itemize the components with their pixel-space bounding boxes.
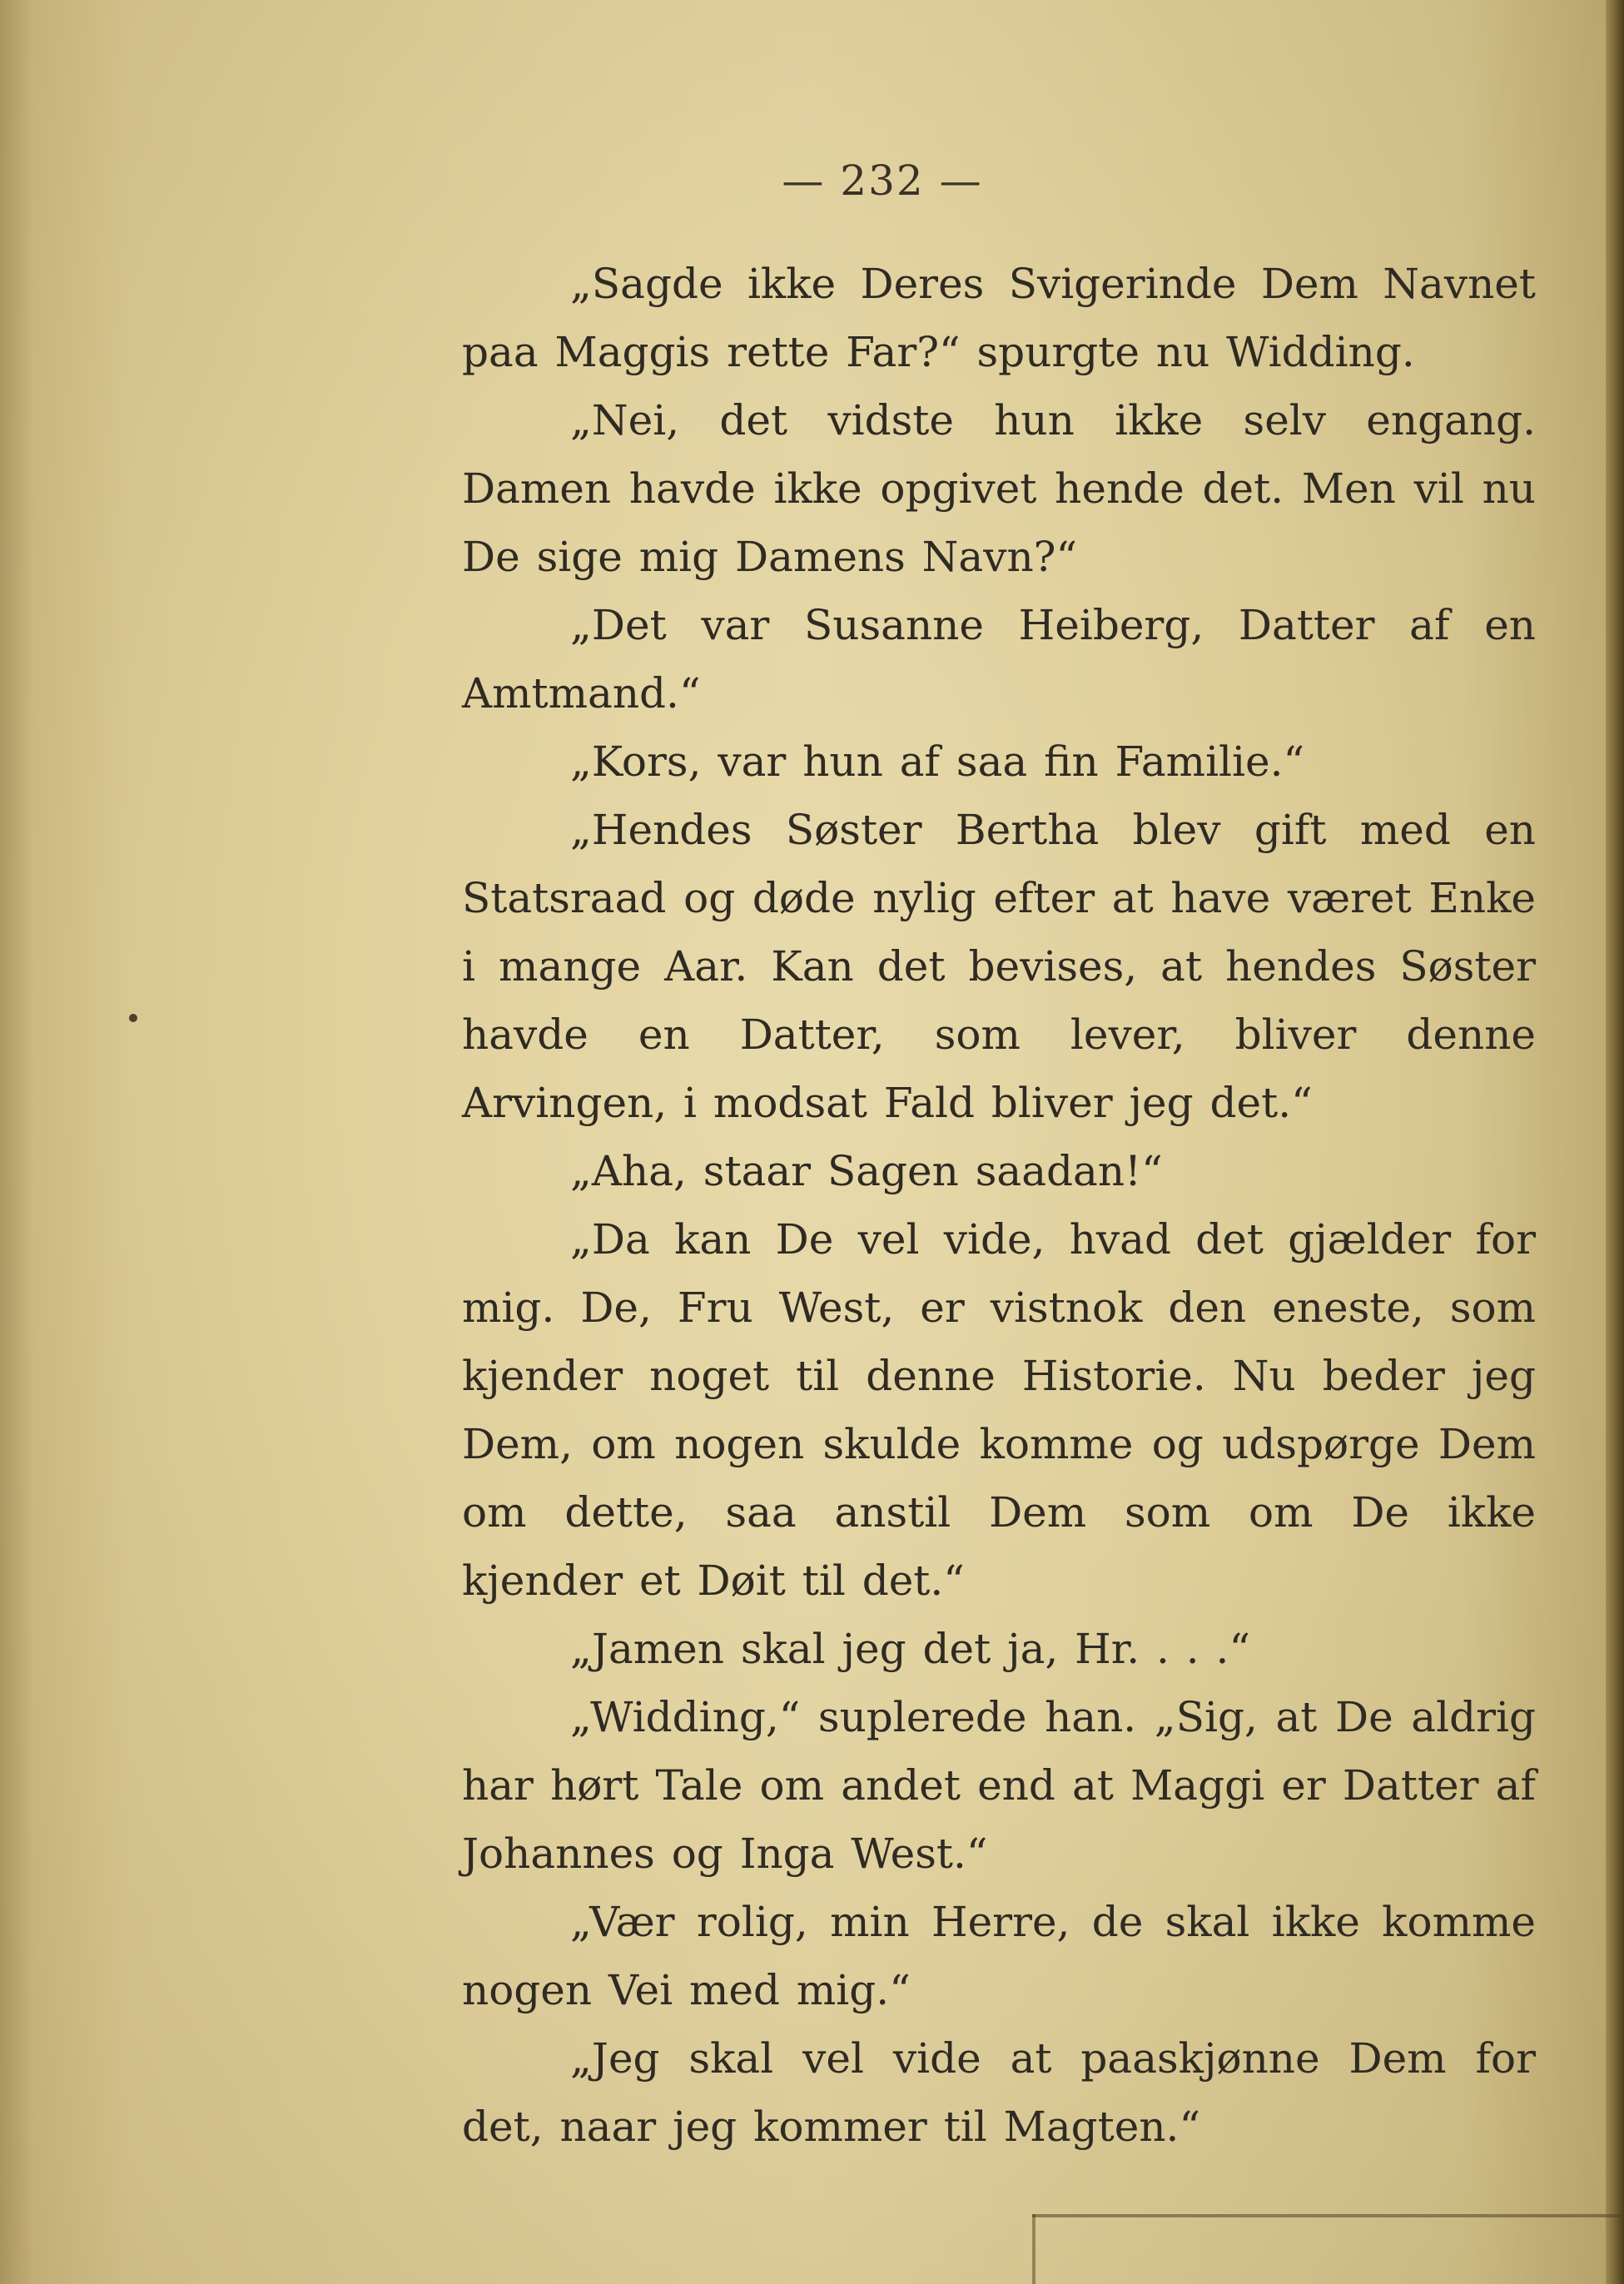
page-right-edge	[1606, 0, 1624, 2284]
paragraph: „Widding,“ suplerede han. „Sig, at De aldrig har hørt Tale om andet end at Maggi er Datter af Johannes og Inga West.“	[462, 1693, 1536, 1878]
paragraph: „Da kan De vel vide, hvad det gjælder for mig. De, Fru West, er vistnok den eneste, som kjender noget til denne Historie. Nu beder jeg Dem, om nogen skulde komme og udspørge Dem om dette, saa anstil Dem som om De ikke kjender et Døit til det.“	[462, 1215, 1536, 1605]
plate-mark-corner	[1032, 2214, 1042, 2284]
plate-mark-line	[1032, 2214, 1624, 2222]
paragraph: „Hendes Søster Bertha blev gift med en Statsraad og døde nylig efter at have været Enke i mange Aar. Kan det bevises, at hendes Søster havde en Datter, som lever, bliver denne Arvingen, i modsat Fald bliver jeg det.“	[462, 806, 1536, 1127]
paragraph: „Sagde ikke Deres Svigerinde Dem Navnet paa Maggis rette Far?“ spurgte nu Widding.	[462, 260, 1536, 376]
paragraph: „Aha, staar Sagen saadan!“	[570, 1147, 1163, 1195]
paragraph: „Jamen skal jeg det ja, Hr. . . .“	[570, 1625, 1251, 1673]
page-left-shadow	[0, 0, 33, 2284]
paragraph: „Vær rolig, min Herre, de skal ikke komme nogen Vei med mig.“	[462, 1898, 1536, 2014]
paragraph: „Det var Susanne Heiberg, Datter af en Amtmand.“	[462, 601, 1536, 717]
page-number: — 232 —	[782, 156, 983, 205]
paragraph: „Nei, det vidste hun ikke selv engang. Damen havde ikke opgivet hende det. Men vil nu De sige mig Damens Navn?“	[462, 396, 1536, 581]
ink-speck	[129, 1014, 137, 1022]
body-text	[462, 250, 1536, 2161]
paragraph: „Kors, var hun af saa fin Familie.“	[570, 737, 1305, 786]
paragraph: „Jeg skal vel vide at paaskjønne Dem for det, naar jeg kommer til Magten.“	[462, 2034, 1536, 2151]
